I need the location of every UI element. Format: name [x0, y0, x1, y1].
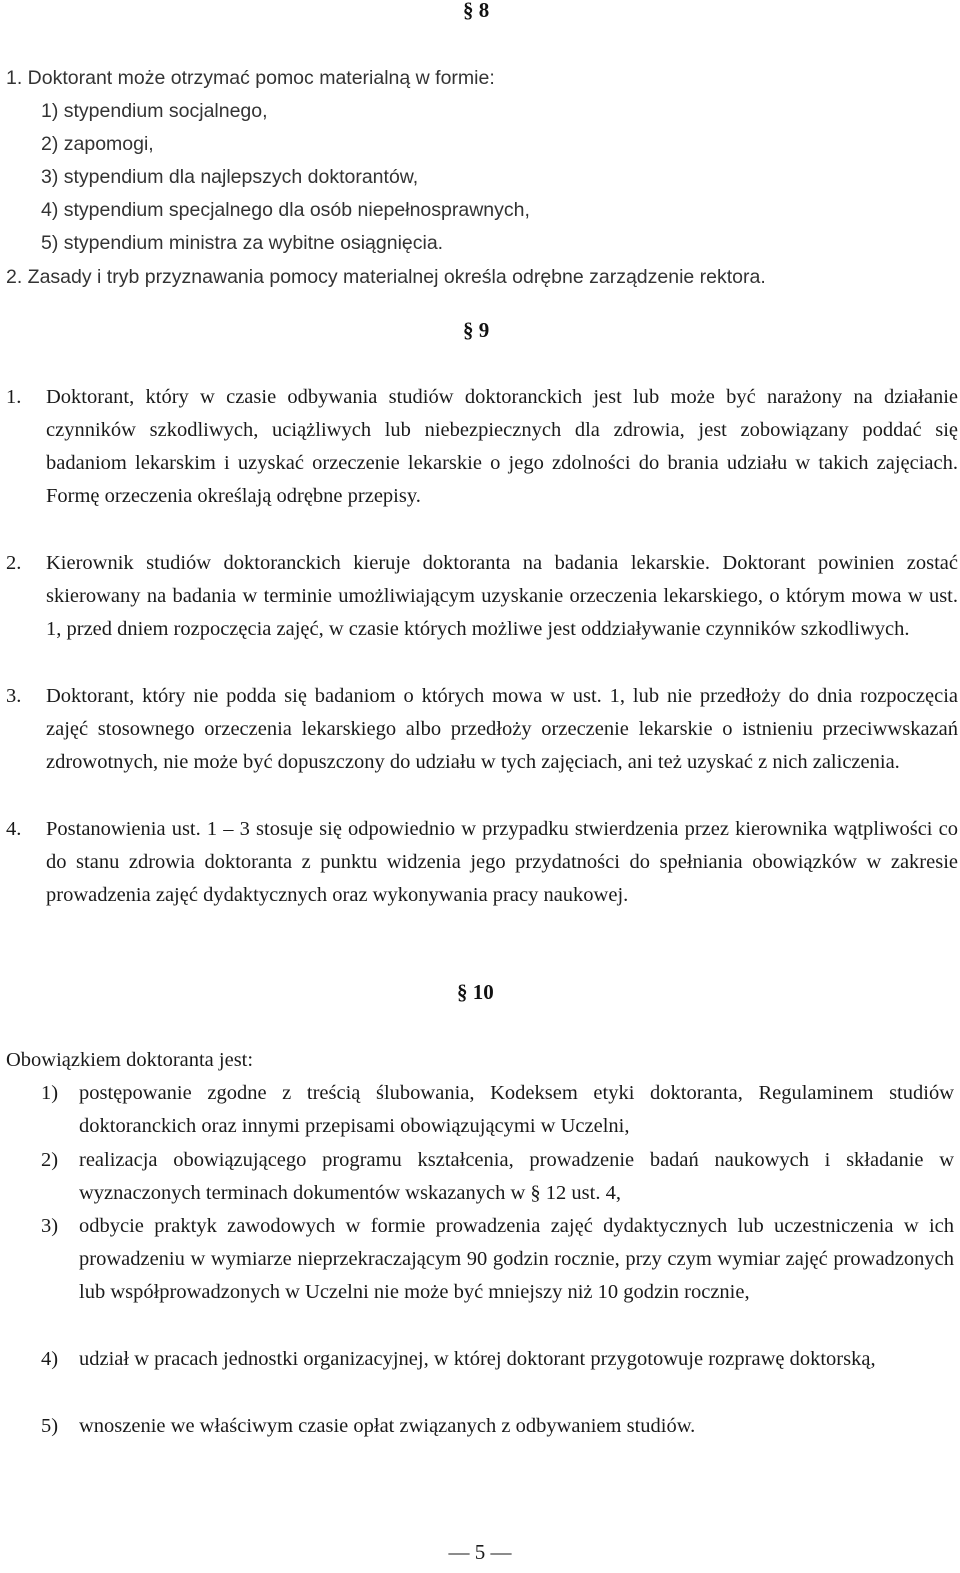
list-item-text: wnoszenie we właściwym czasie opłat związanych z odbywaniem studiów. — [79, 1415, 696, 1437]
paragraph-text: Doktorant, który w czasie odbywania studiów doktoranckich jest lub może być narażony na działanie czynników szkodliwych, uciążliwych lub niebezpiecznych dla zdrowia, jest zobowiązany poddać się badaniom lekarskim i uzyskać orzeczenie lekarskie o jego zdolności do brania udziału w takich zajęciach. Formę orzeczenia określają odrębne przepisy. — [46, 386, 958, 507]
list-item-number: 3) — [41, 1215, 59, 1237]
list-item-number: 5) — [41, 1415, 59, 1437]
list-item-text: udział w pracach jednostki organizacyjnej, w której doktorant przygotowuje rozprawę doktorską, — [79, 1348, 876, 1370]
paragraph-text: Doktorant, który nie podda się badaniom o których mowa w ust. 1, lub nie przedłoży do dnia rozpoczęcia zajęć stosownego orzeczenia lekarskiego albo przedłoży orzeczenie lekarskie o istnieniu przeciwwskazań zdrowotnych, nie może być dopuszczony do udziału w tych zajęciach, ani też uzyskać z nich zaliczenia. — [46, 685, 958, 773]
paragraph-intro: 1. Doktorant może otrzymać pomoc materialną w formie: — [6, 67, 495, 89]
list-item: 5) stypendium ministra za wybitne osiągnięcia. — [41, 232, 444, 254]
list-item: 3) stypendium dla najlepszych doktorantów, — [41, 166, 419, 188]
list-intro: Obowiązkiem doktoranta jest: — [6, 1049, 254, 1071]
paragraph-text: Kierownik studiów doktoranckich kieruje doktoranta na badania lekarskie. Doktorant powinien zostać skierowany na badania w terminie umożliwiającym uzyskanie orzeczenia lekarskiego, o którym mowa w ust. 1, przed dniem rozpoczęcia zajęć, w czasie których możliwe jest oddziaływanie czynników szkodliwych. — [46, 552, 958, 640]
paragraph: 2. Zasady i tryb przyznawania pomocy materialnej określa odrębne zarządzenie rektora. — [6, 266, 766, 288]
paragraph-text: Postanowienia ust. 1 – 3 stosuje się odpowiednio w przypadku stwierdzenia przez kierownika wątpliwości co do stanu zdrowia doktoranta z punktu widzenia jego przydatności do spełniania obowiązków w zakresie prowadzenia zajęć dydaktycznych oraz wykonywania pracy naukowej. — [46, 818, 958, 906]
list-item-text: realizacja obowiązującego programu kształcenia, prowadzenie badań naukowych i składanie w wyznaczonych terminach dokumentów wskazanych w § 12 ust. 4, — [79, 1149, 954, 1204]
page-number: — 5 — — [448, 1540, 512, 1564]
section-heading: § 8 — [463, 0, 490, 22]
list-item-text: odbycie praktyk zawodowych w formie prowadzenia zajęć dydaktycznych lub uczestniczenia w ich prowadzeniu w wymiarze nieprzekraczającym 90 godzin rocznie, przy czym wymiar zajęć prowadzonych lub współprowadzonych w Uczelni nie może być mniejszy niż 10 godzin rocznie, — [79, 1215, 954, 1303]
list-item-number: 1) — [41, 1082, 59, 1104]
list-item: 1) stypendium socjalnego, — [41, 100, 268, 122]
paragraph-number: 2. — [6, 552, 22, 574]
paragraph-number: 4. — [6, 818, 22, 840]
list-item: 2) zapomogi, — [41, 133, 154, 155]
section-heading: § 9 — [463, 318, 490, 342]
list-item-number: 4) — [41, 1348, 59, 1370]
paragraph-number: 1. — [6, 386, 22, 408]
paragraph-number: 3. — [6, 685, 22, 707]
section-heading: § 10 — [457, 980, 494, 1004]
list-item-text: postępowanie zgodne z treścią ślubowania, Kodeksem etyki doktoranta, Regulaminem studiów doktoranckich oraz innymi przepisami obowiązującymi w Uczelni, — [79, 1082, 954, 1137]
list-item: 4) stypendium specjalnego dla osób niepełnosprawnych, — [41, 199, 530, 221]
list-item-number: 2) — [41, 1149, 59, 1171]
